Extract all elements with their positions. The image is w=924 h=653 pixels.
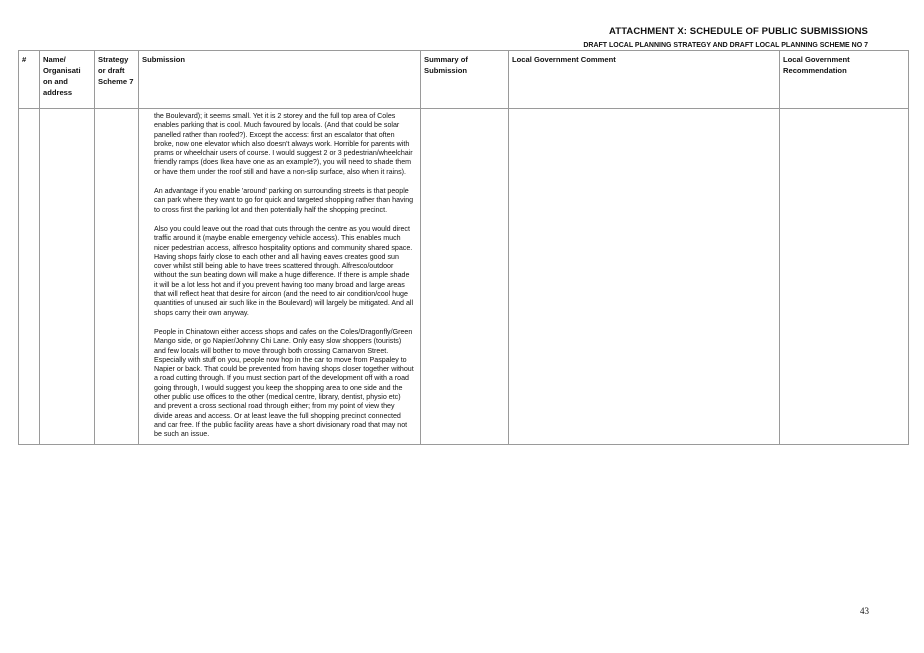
column-header-summary: Summary of Submission [421, 51, 509, 109]
cell-submission [139, 109, 421, 445]
table-header-row [19, 51, 909, 109]
submissions-table [18, 50, 909, 445]
submission-paragraph: People in Chinatown either access shops and cafes on the Coles/Dragonfly/Green Mango side, or go Napier/Johnny Chi Lane. Only easy slow shoppers (tourists) and few locals will bother to move through both crossing Carnarvon Street. Especially with stuff on you, people now hop in the car to move from Paspaley to Napier or back. That could be prevented from having shops closer together without a road cutting through. If you must section part of the development off with a road going through, I would suggest you keep the shopping area to one side and the other public use offices to the other (medical centre, library, dentist, physio etc) and prevent a cross sectional road through either; from my point of view they divide areas and access. Or at least leave the full shopping precinct connected and car free. If the public facility areas have a short divisionary road that may not be such an issue. [154, 327, 414, 439]
column-header-recommendation: Local Government Recommendation [780, 51, 909, 109]
column-header-comment: Local Government Comment [509, 51, 780, 109]
submission-paragraph: An advantage if you enable 'around' parking on surrounding streets is that people can park where they want to go for quick and targeted shopping rather than having to cross first the parking lot and then potentially half the shopping precinct. [154, 187, 414, 214]
cell-name [40, 109, 95, 445]
cell-recommendation [780, 109, 909, 445]
cell-number [19, 109, 40, 445]
document-subtitle: DRAFT LOCAL PLANNING STRATEGY AND DRAFT LOCAL PLANNING SCHEME NO 7 [583, 42, 868, 49]
column-header-name: Name/ Organisati on and address [40, 51, 95, 109]
cell-strategy [95, 109, 139, 445]
column-header-submission: Submission [139, 51, 421, 109]
page-number: 43 [860, 606, 869, 616]
submission-paragraph: Also you could leave out the road that cuts through the centre as you would direct traffic around it (maybe enable emergency vehicle access). This enables much nicer pedestrian access, alfresco hospitality options and community shared space. Having shops fairly close to each other and all having eaves creates good sun cover whilst still being able to have trees scattered through. Alfresco/outdoor without the sun beating down will make a huge difference. If there is ample shade it will be a lot less hot and if you prevent having too many broad and large areas that will reflect heat that desire for aircon (and the need to air condition/cool huge quantities of unused air such like in the Boulevard) will largely be mitigated. And all shops carry their own anyway. [154, 224, 414, 317]
table-row [19, 109, 909, 445]
cell-comment [509, 109, 780, 445]
cell-summary [421, 109, 509, 445]
document-title: ATTACHMENT X: SCHEDULE OF PUBLIC SUBMISSIONS [609, 26, 868, 37]
column-header-strategy: Strategy or draft Scheme 7 [95, 51, 139, 109]
column-header-number: # [19, 51, 40, 109]
submission-paragraph: the Boulevard); it seems small. Yet it is 2 storey and the full top area of Coles enables parking that is cool. Much favoured by locals. (And that could be solar panelled rather than roofed?). Except the access: first an escalator that often broke, now one elevator which also doesn't always work. Horrible for parents with prams or wheelchair users of course. I would suggest 2 or 3 pedestrian/wheelchair friendly ramps (does Ikea have one as an example?), you will need to shade them or have them under the roof still and have a non-slip surface, also when it rains). [154, 112, 413, 176]
